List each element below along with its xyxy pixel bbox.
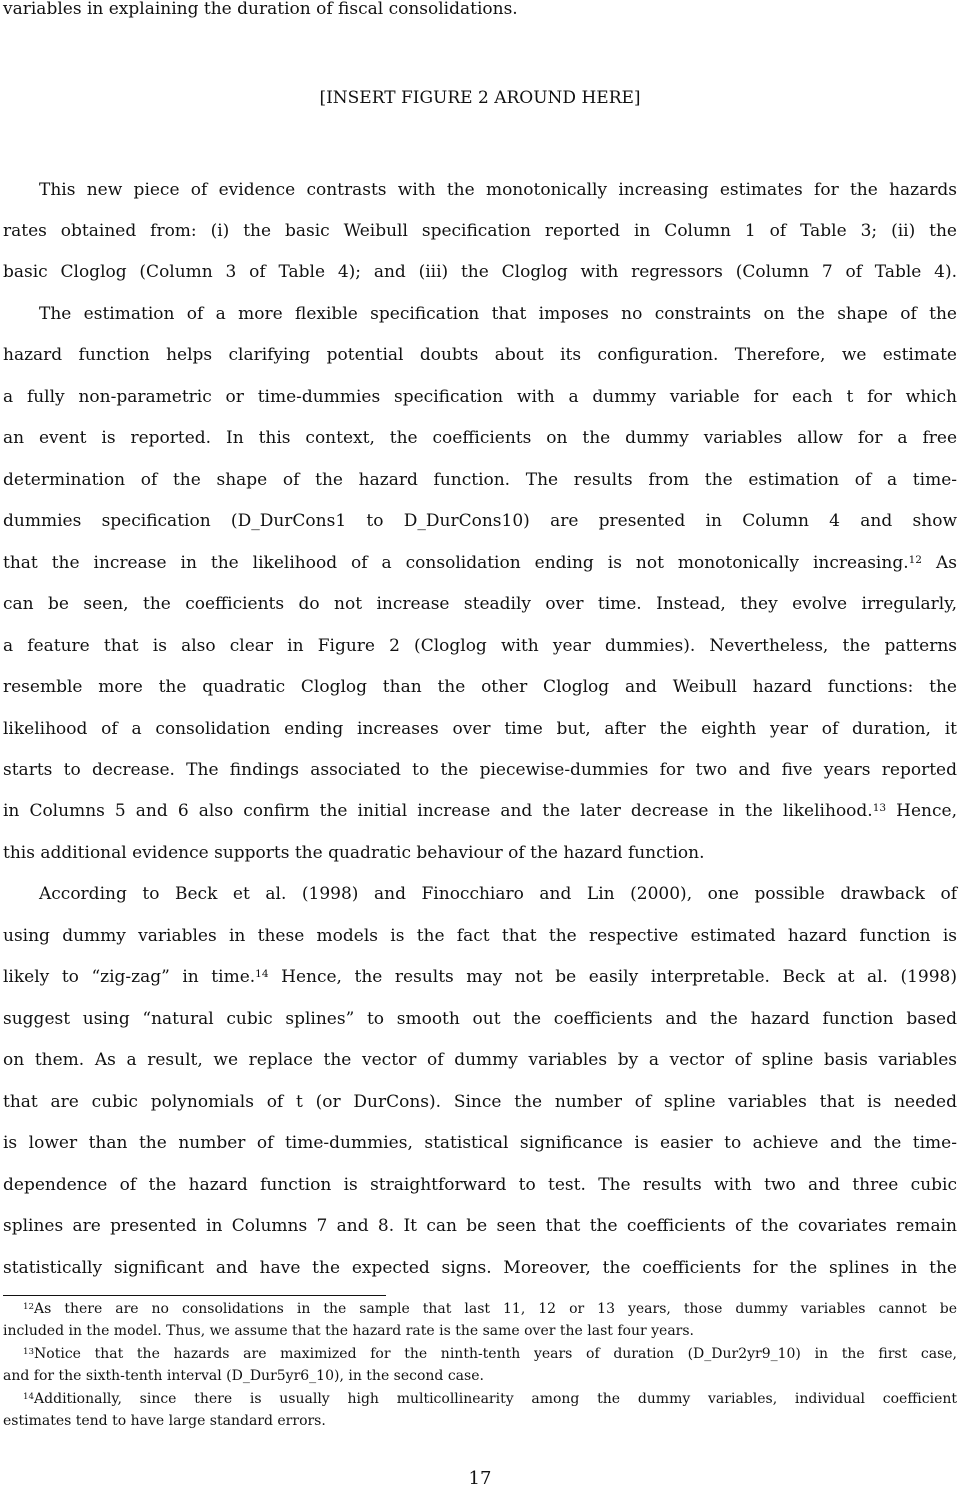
footnote-line	[23, 1345, 957, 1363]
body-line	[3, 800, 957, 822]
footnote-line: estimates tend to have large standard errors.	[3, 1413, 326, 1429]
footnote-number: 13	[23, 1347, 35, 1358]
body-line: splines are presented in Columns 7 and 8. It can be seen that the coefficients of the covariates remain	[3, 1216, 957, 1236]
body-line	[3, 966, 957, 988]
body-line: a fully non-parametric or time-dummies specification with a dummy variable for each t for which	[3, 387, 957, 407]
body-line: resemble more the quadratic Cloglog than the other Cloglog and Weibull hazard functions: the	[3, 677, 957, 697]
body-line: using dummy variables in these models is the fact that the respective estimated hazard function is	[3, 926, 957, 946]
body-line: basic Cloglog (Column 3 of Table 4); and (iii) the Cloglog with regressors (Column 7 of Table 4).	[3, 262, 957, 282]
body-line: a feature that is also clear in Figure 2 (Cloglog with year dummies). Nevertheless, the patterns	[3, 636, 957, 656]
footnote-number: 14	[23, 1392, 35, 1403]
body-line: This new piece of evidence contrasts with the monotonically increasing estimates for the hazards	[39, 180, 957, 200]
body-line: this additional evidence supports the quadratic behaviour of the hazard function.	[3, 843, 705, 863]
body-line: on them. As a result, we replace the vector of dummy variables by a vector of spline basis variables	[3, 1050, 957, 1070]
footnote-text: Notice that the hazards are maximized for the ninth-tenth years of duration (D_Dur2yr9_10) in the first case,	[34, 1346, 957, 1362]
body-line: hazard function helps clarifying potential doubts about its configuration. Therefore, we estimate	[3, 345, 957, 365]
footnote-text: Additionally, since there is usually high multicollinearity among the dummy variables, individual coefficient	[34, 1391, 957, 1407]
body-line: likelihood of a consolidation ending increases over time but, after the eighth year of duration, it	[3, 719, 957, 739]
footnote-line	[23, 1390, 957, 1408]
page-number: 17	[468, 1468, 492, 1489]
body-line: statistically significant and have the expected signs. Moreover, the coefficients for the splines in the	[3, 1258, 957, 1278]
body-line: is lower than the number of time-dummies, statistical significance is easier to achieve and the time-	[3, 1133, 957, 1153]
top-line: variables in explaining the duration of fiscal consolidations.	[3, 0, 518, 19]
body-line: dummies specification (D_DurCons1 to D_DurCons10) are presented in Column 4 and show	[3, 511, 957, 531]
footnote-mark: 13	[872, 802, 887, 815]
body-line: starts to decrease. The findings associated to the piecewise-dummies for two and five years reported	[3, 760, 957, 780]
body-line: According to Beck et al. (1998) and Finocchiaro and Lin (2000), one possible drawback of	[39, 884, 957, 904]
footnote-line	[23, 1300, 957, 1318]
body-line: that are cubic polynomials of t (or DurCons). Since the number of spline variables that is needed	[3, 1092, 957, 1112]
body-line: dependence of the hazard function is straightforward to test. The results with two and three cubic	[3, 1175, 957, 1195]
body-line: an event is reported. In this context, the coefficients on the dummy variables allow for a free	[3, 428, 957, 448]
body-line: suggest using “natural cubic splines” to smooth out the coefficients and the hazard function based	[3, 1009, 957, 1029]
footnote-line: and for the sixth-tenth interval (D_Dur5yr6_10), in the second case.	[3, 1368, 484, 1384]
footnote-number: 12	[23, 1302, 35, 1313]
footnote-mark: 14	[255, 968, 269, 981]
figure-placeholder: [INSERT FIGURE 2 AROUND HERE]	[319, 88, 641, 108]
body-line-text: that the increase in the likelihood of a consolidation ending is not monotonically increasing.	[3, 553, 909, 573]
body-line	[3, 552, 957, 574]
body-line-tail: As	[936, 553, 958, 573]
footnote-line: included in the model. Thus, we assume that the hazard rate is the same over the last four years.	[3, 1323, 694, 1339]
body-line: can be seen, the coefficients do not increase steadily over time. Instead, they evolve irregularly,	[3, 594, 957, 614]
body-line: determination of the shape of the hazard function. The results from the estimation of a time-	[3, 470, 957, 490]
body-line-tail: Hence,	[896, 801, 957, 821]
body-line-text: likely to “zig-zag” in time.	[3, 967, 256, 987]
footnote-text: As there are no consolidations in the sample that last 11, 12 or 13 years, those dummy variables cannot be	[34, 1301, 957, 1317]
body-line: The estimation of a more flexible specification that imposes no constraints on the shape of the	[39, 304, 957, 324]
body-line-text: in Columns 5 and 6 also confirm the initial increase and the later decrease in the likelihood.	[3, 801, 873, 821]
body-line-tail: Hence, the results may not be easily interpretable. Beck at al. (1998)	[281, 967, 958, 987]
body-line: rates obtained from: (i) the basic Weibull specification reported in Column 1 of Table 3; (ii) the	[3, 221, 957, 241]
footnote-rule	[3, 1295, 386, 1296]
footnote-mark: 12	[908, 554, 923, 567]
